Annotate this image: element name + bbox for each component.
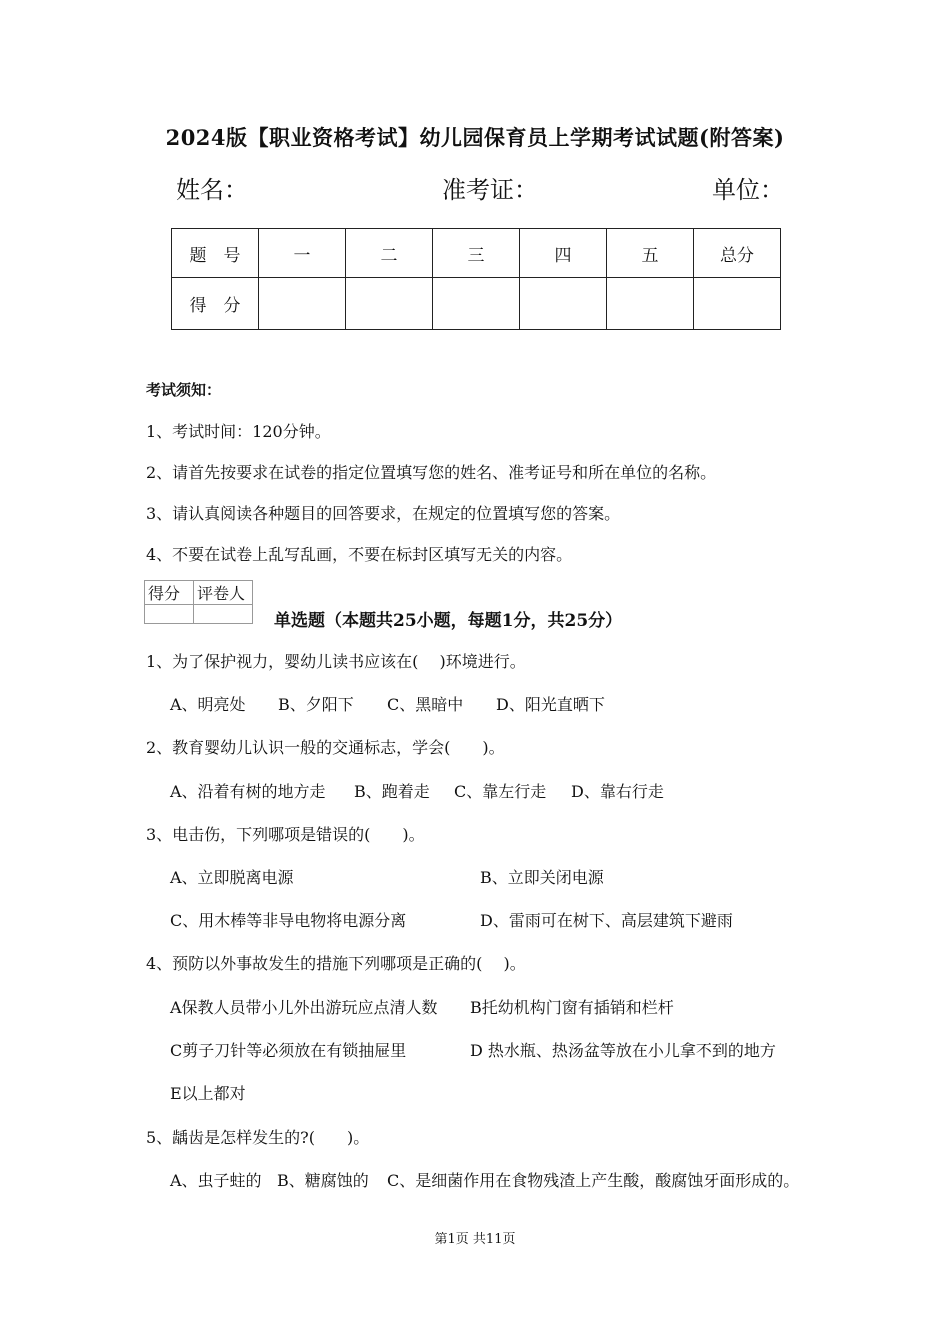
- question-option[interactable]: A、虫子蛀的: [170, 1171, 262, 1190]
- notice-item: 1、考试时间：120分钟。: [146, 422, 331, 441]
- question-stem: 5、龋齿是怎样发生的?( )。: [146, 1128, 370, 1147]
- score-table: [171, 228, 781, 330]
- score-cell-2[interactable]: [346, 278, 433, 330]
- grader-score-label: 得分: [145, 581, 194, 605]
- question-option[interactable]: B托幼机构门窗有插销和栏杆: [470, 998, 674, 1017]
- question-stem: 1、为了保护视力，婴幼儿读书应该在( )环境进行。: [146, 652, 526, 671]
- question-option[interactable]: D 热水瓶、热汤盆等放在小儿拿不到的地方: [470, 1041, 776, 1060]
- score-table-header-label: 题 号: [172, 229, 259, 278]
- grader-box: [144, 580, 253, 624]
- question-option[interactable]: C、用木棒等非导电物将电源分离: [170, 911, 407, 930]
- page-title: 2024版【职业资格考试】幼儿园保育员上学期考试试题(附答案): [165, 125, 785, 150]
- score-table-header-total: 总分: [694, 229, 781, 278]
- score-table-header-2: 二: [346, 229, 433, 278]
- grader-input-row: [145, 605, 253, 624]
- grader-reviewer-label: 评卷人: [194, 581, 253, 605]
- question-option[interactable]: C、黑暗中: [387, 695, 464, 714]
- question-option[interactable]: D、阳光直晒下: [496, 695, 605, 714]
- question-option[interactable]: A、明亮处: [170, 695, 246, 714]
- question-option[interactable]: B、夕阳下: [278, 695, 354, 714]
- score-table-score-row: [172, 278, 781, 330]
- unit-field-label: 单位：: [712, 176, 784, 204]
- question-stem: 3、电击伤，下列哪项是错误的( )。: [146, 825, 425, 844]
- score-table-score-label: 得 分: [172, 278, 259, 330]
- question-option[interactable]: D、靠右行走: [571, 782, 664, 801]
- score-table-header-3: 三: [433, 229, 520, 278]
- question-option[interactable]: A、立即脱离电源: [170, 868, 294, 887]
- score-cell-4[interactable]: [520, 278, 607, 330]
- question-option[interactable]: E以上都对: [170, 1084, 246, 1103]
- question-option[interactable]: A保教人员带小儿外出游玩应点清人数: [170, 998, 438, 1017]
- page-footer: 第1页 共11页: [434, 1232, 516, 1247]
- grader-reviewer-cell[interactable]: [194, 605, 253, 624]
- score-table-header-5: 五: [607, 229, 694, 278]
- question-stem: 2、教育婴幼儿认识一般的交通标志，学会( )。: [146, 738, 505, 757]
- question-option[interactable]: A、沿着有树的地方走: [170, 782, 326, 801]
- score-table-header-row: [172, 229, 781, 278]
- score-table-header-1: 一: [259, 229, 346, 278]
- score-cell-total[interactable]: [694, 278, 781, 330]
- score-cell-1[interactable]: [259, 278, 346, 330]
- notice-item: 3、请认真阅读各种题目的回答要求，在规定的位置填写您的答案。: [146, 504, 621, 523]
- question-stem: 4、预防以外事故发生的措施下列哪项是正确的( )。: [146, 954, 526, 973]
- grader-score-cell[interactable]: [145, 605, 194, 624]
- question-option[interactable]: D、雷雨可在树下、高层建筑下避雨: [480, 911, 733, 930]
- score-cell-5[interactable]: [607, 278, 694, 330]
- question-option[interactable]: C、是细菌作用在食物残渣上产生酸，酸腐蚀牙面形成的。: [387, 1171, 800, 1190]
- question-option[interactable]: B、跑着走: [354, 782, 430, 801]
- notice-item: 4、不要在试卷上乱写乱画，不要在标封区填写无关的内容。: [146, 545, 573, 564]
- notice-heading: 考试须知：: [146, 381, 222, 399]
- score-cell-3[interactable]: [433, 278, 520, 330]
- notice-item: 2、请首先按要求在试卷的指定位置填写您的姓名、准考证号和所在单位的名称。: [146, 463, 717, 482]
- question-option[interactable]: B、立即关闭电源: [480, 868, 604, 887]
- question-option[interactable]: C、靠左行走: [454, 782, 547, 801]
- question-option[interactable]: C剪子刀针等必须放在有锁抽屉里: [170, 1041, 407, 1060]
- exam-number-field-label: 准考证：: [442, 176, 538, 204]
- name-field-label: 姓名：: [176, 176, 248, 204]
- grader-header-row: [145, 581, 253, 605]
- section-title: 单选题（本题共25小题，每题1分，共25分）: [274, 611, 623, 631]
- score-table-header-4: 四: [520, 229, 607, 278]
- question-option[interactable]: B、糖腐蚀的: [277, 1171, 369, 1190]
